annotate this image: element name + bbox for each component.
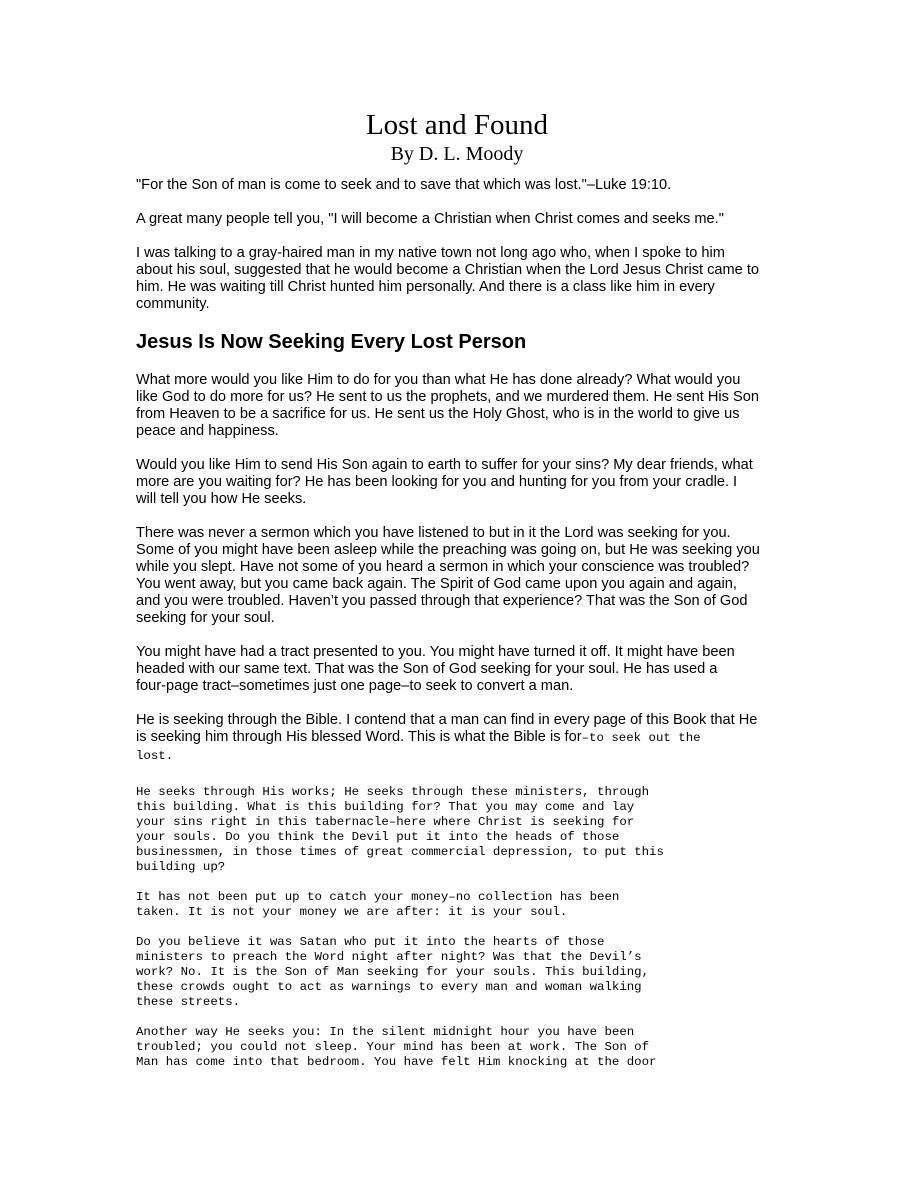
text-line: There was never a sermon which you have listened to but in it the Lord was seeking for you. — [136, 525, 731, 541]
text-line: is seeking him through His blessed Word. This is what the Bible is for — [136, 729, 582, 745]
paragraph-money: It has not been put up to catch your money–no collection has been taken. It is not your money we are after: it is your soul. — [136, 890, 620, 919]
text-line: I was talking to a gray-haired man in my native town not long ago who, when I spoke to him — [136, 245, 725, 261]
text-line: peace and happiness. — [136, 423, 279, 439]
text-line: What more would you like Him to do for you than what He has done already? What would you — [136, 372, 741, 388]
text-line: He is seeking through the Bible. I contend that a man can find in every page of this Book that He — [136, 712, 758, 728]
text-line: You might have had a tract presented to you. You might have turned it off. It might have been — [136, 644, 735, 660]
document-author: By D. L. Moody — [390, 143, 524, 165]
text-line: Would you like Him to send His Son again to earth to suffer for your sins? My dear friends, what — [136, 457, 753, 473]
text-line: him. He was waiting till Christ hunted him personally. And there is a class like him in every — [136, 279, 715, 295]
text-line: about his soul, suggested that he would become a Christian when the Lord Jesus Christ came to — [136, 262, 760, 278]
paragraph-send-son-again — [136, 457, 778, 508]
document-page — [136, 108, 778, 1085]
text-line: and you were troubled. Haven’t you passed through that experience? That was the Son of God — [136, 593, 748, 609]
text-line-mono: –to seek out the — [581, 731, 701, 745]
paragraph-scripture: "For the Son of man is come to seek and to save that which was lost."–Luke 19:10. — [136, 177, 672, 193]
paragraph-tract — [136, 644, 778, 695]
paragraph-intro: A great many people tell you, "I will become a Christian when Christ comes and seeks me." — [136, 211, 724, 227]
text-line: from Heaven to be a sacrifice for us. He sent us the Holy Ghost, who is in the world to give us — [136, 406, 740, 422]
text-line: will tell you how He seeks. — [136, 491, 307, 507]
text-line: while you slept. Have not some of you heard a sermon in which your conscience was troubled? — [136, 559, 750, 575]
paragraph-midnight: Another way He seeks you: In the silent midnight hour you have been troubled; you could not sleep. Your mind has been at work. The Son of Man has come into that bedroom. You have felt Him knocking at the door — [136, 1025, 657, 1069]
text-line: seeking for your soul. — [136, 610, 275, 626]
paragraph-what-more — [136, 372, 778, 440]
document-title: Lost and Found — [365, 109, 549, 141]
paragraph-bible — [136, 712, 778, 765]
text-line: Some of you might have been asleep while the preaching was going on, but He was seeking you — [136, 542, 760, 558]
text-line: headed with our same text. That was the Son of God seeking for your soul. He has used a — [136, 661, 718, 677]
paragraph-sermon — [136, 525, 778, 627]
paragraph-works: He seeks through His works; He seeks through these ministers, through this building. What is this building for? That you may come and lay your sins right in this tabernacle–here where Christ is seeking for your souls. Do you think the Devil put it into the heads of those businessmen, in those times of great commercial depression, to put this building up? — [136, 785, 664, 874]
text-line-mono: lost. — [136, 749, 174, 763]
paragraph-ministers: Do you believe it was Satan who put it into the hearts of those ministers to preach the Word night after night? Was that the Devil’s work? No. It is the Son of Man seeking for your souls. This building, these crowds ought to act as warnings to every man and woman walking these streets. — [136, 935, 650, 1009]
section-heading: Jesus Is Now Seeking Every Lost Person — [136, 331, 527, 353]
paragraph-gray-haired-man — [136, 245, 778, 313]
text-line: four-page tract–sometimes just one page–to seek to convert a man. — [136, 678, 574, 694]
text-line: like God to do more for us? He sent to us the prophets, and we murdered them. He sent His Son — [136, 389, 759, 405]
text-line: community. — [136, 296, 210, 312]
text-line: more are you waiting for? He has been looking for you and hunting for you from your cradle. I — [136, 474, 738, 490]
text-line: You went away, but you came back again. The Spirit of God came upon you again and again, — [136, 576, 737, 592]
